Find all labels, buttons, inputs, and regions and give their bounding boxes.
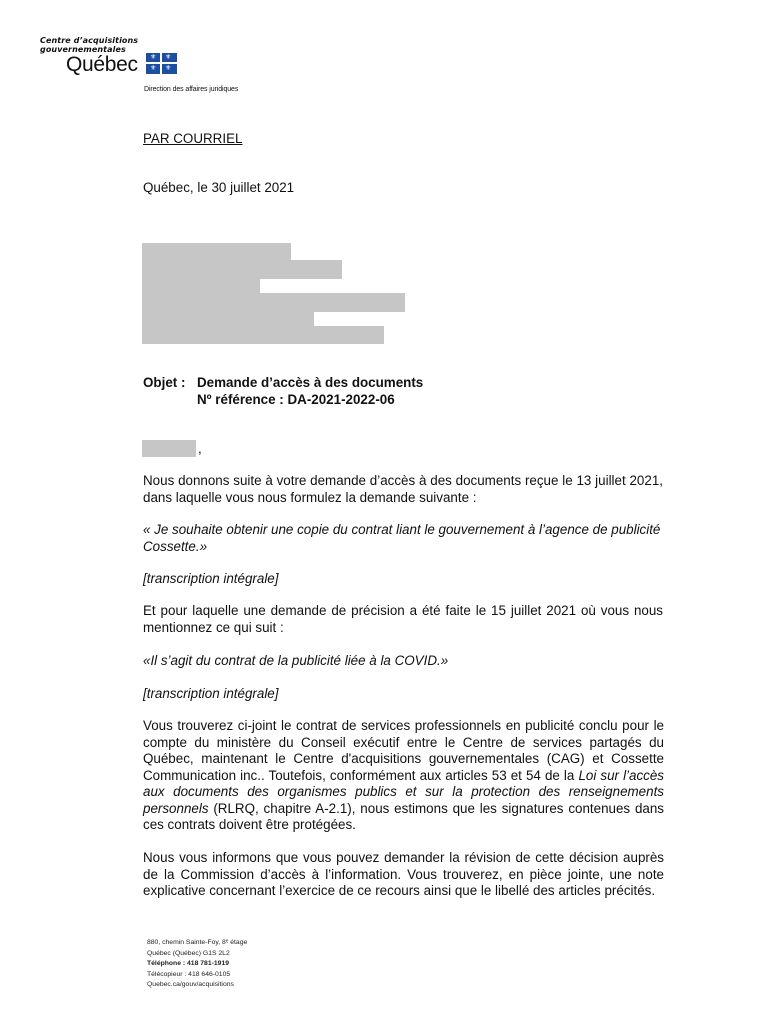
subject-label: Objet : [143,375,186,390]
redaction-bar [142,243,291,261]
redaction-bar [142,293,405,312]
contract-text-part2: (RLRQ, chapitre A-2.1), nous estimons que les signatures contenues dans ces contrats doivent être protégées. [143,800,664,832]
footer-city: Québec (Québec) G1S 2L2 [147,949,230,957]
subject-line-2: Nº référence : DA-2021-2022-06 [197,392,395,407]
quoted-precision: «Il s’agit du contrat de la publicité liée à la COVID.» [143,653,449,668]
redaction-bar [142,279,260,293]
footer-phone: Téléphone : 418 781-1919 [147,960,229,967]
quoted-request: « Je souhaite obtenir une copie du contrat liant le gouvernement à l’agence de publicité Cossette.» [143,522,661,554]
paragraph-request: Nous donnons suite à votre demande d’accès à des documents reçue le 13 juillet 2021, dans laquelle vous nous formulez la demande suivante : [143,473,663,505]
paragraph-contract [143,718,664,834]
redaction-bar [142,312,314,326]
department-name: Direction des affaires juridiques [144,86,239,93]
law-title: Loi sur l’accès aux documents des organismes publics et sur la protection des renseignements personnels [143,767,665,816]
salutation-comma: , [198,441,202,456]
redacted-salutation-name [142,440,196,457]
delivery-mode: PAR COURRIEL [143,131,243,146]
transcription-note-2: [transcription intégrale] [143,686,279,701]
org-name-line1: Centre d’acquisitions [40,36,139,45]
subject-line-1: Demande d’accès à des documents [197,375,424,390]
transcription-note-1: [transcription intégrale] [143,571,279,586]
fleurdelise-flag-icon: ⚜ ⚜ ⚜ ⚜ [146,53,177,74]
redaction-bar [142,260,342,279]
paragraph-review: Nous vous informons que vous pouvez demander la révision de cette décision auprès de la Commission d’accès à l’information. Vous trouverez, en pièce jointe, une note explicative concernant l’exercice de ce recours ainsi que le libellé des articles précités. [143,850,664,898]
footer-fax: Télécopieur : 418 646-0105 [147,970,231,978]
footer-contact [147,938,247,991]
footer-website: Quebec.ca/gouv/acquisitions [147,981,234,988]
quebec-wordmark: Québec [66,53,138,76]
contract-text-part1: Vous trouverez ci-joint le contrat de services professionnels en publicité conclu pour le compte du ministère du Conseil exécutif entre le Centre de services partagés du Québec, maintenant le Centre d'acquisitions gouvernementales (CAG) et Cossette Communication inc.. Toutefois, conformément aux articles 53 et 54 de la [143,718,664,783]
footer-address: 880, chemin Sainte-Foy, 8ᵉ étage [147,939,248,946]
place-date: Québec, le 30 juillet 2021 [143,180,295,195]
org-name-line2: gouvernementales [40,45,126,54]
paragraph-precision: Et pour laquelle une demande de précision a été faite le 15 juillet 2021 où vous nous mentionnez ce qui suit : [143,603,663,635]
redaction-bar [142,326,384,344]
